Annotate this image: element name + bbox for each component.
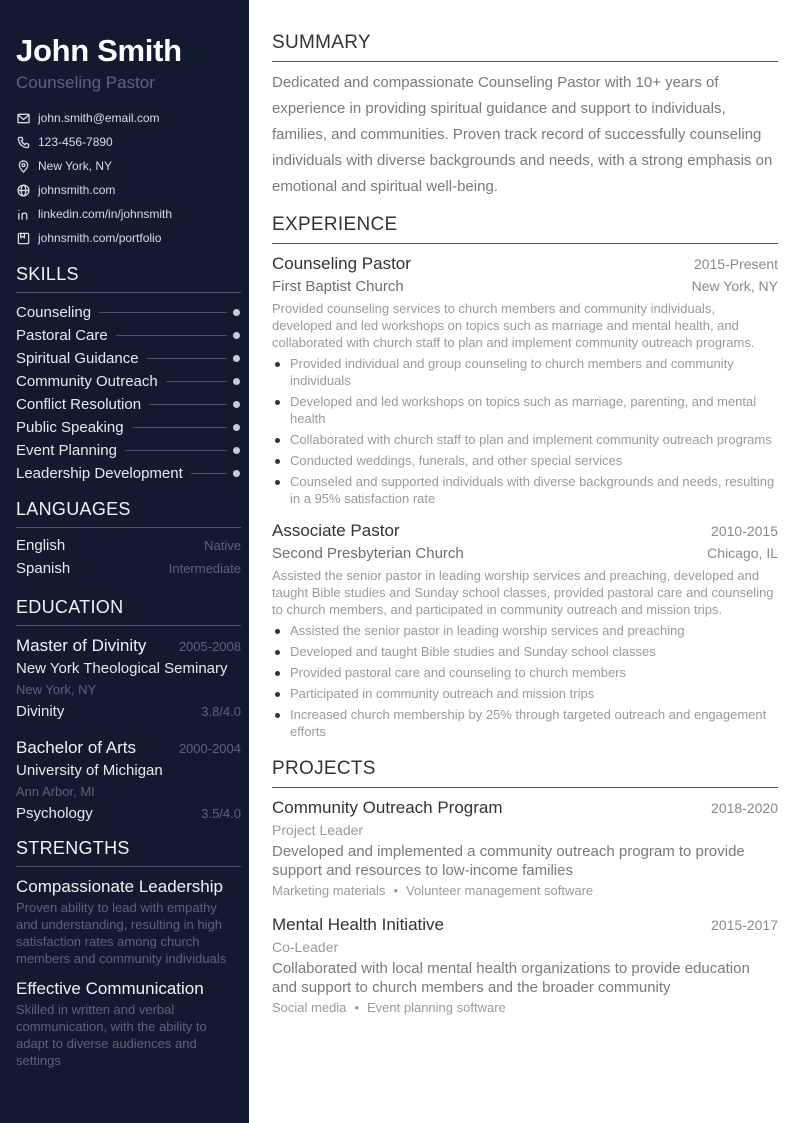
edu-degree: Master of Divinity [16, 636, 147, 655]
contact-email[interactable] [16, 106, 241, 130]
project-dates: 2018-2020 [711, 800, 778, 816]
summary-heading: SUMMARY [272, 32, 778, 62]
skill-label: Counseling [16, 304, 92, 321]
skills-section [16, 264, 241, 485]
sidebar [0, 0, 249, 1123]
language-level: Intermediate [168, 561, 241, 576]
edu-gpa: 3.8/4.0 [201, 704, 241, 719]
education-heading: EDUCATION [16, 597, 241, 626]
project-item [272, 913, 778, 1018]
skill-item [16, 462, 241, 485]
job-title: Associate Pastor [272, 521, 400, 540]
list-item: Collaborated with church staff to plan and implement community outreach programs [272, 431, 778, 448]
strength-desc: Skilled in written and verbal communication, with the ability to adapt to diverse audiences and settings [16, 1002, 207, 1068]
skill-line [116, 335, 227, 336]
phone-icon [16, 135, 30, 149]
tag-separator: • [354, 1000, 359, 1015]
tag-separator: • [393, 883, 398, 898]
skill-label: Conflict Resolution [16, 396, 142, 413]
contact-linkedin-text: linkedin.com/in/johnsmith [38, 207, 173, 221]
contact-website-text: johnsmith.com [38, 183, 116, 197]
project-tags [272, 881, 778, 901]
experience-item [272, 252, 778, 507]
job-title: Counseling Pastor [272, 254, 411, 273]
contact-portfolio[interactable] [16, 226, 241, 250]
candidate-role: Counseling Pastor [16, 73, 155, 92]
education-item [16, 634, 241, 724]
project-tag: Marketing materials [272, 883, 386, 898]
main-content [272, 32, 778, 1018]
project-tag: Social media [272, 1000, 347, 1015]
project-tag: Event planning software [367, 1000, 506, 1015]
skill-dot [233, 447, 240, 454]
skill-label: Pastoral Care [16, 327, 108, 344]
skill-item [16, 370, 241, 393]
skill-item [16, 393, 241, 416]
project-role: Co-Leader [272, 939, 339, 955]
list-item: Counseled and supported individuals with diverse backgrounds and needs, resulting in a 95% satisfaction rate [272, 473, 778, 507]
skill-label: Spiritual Guidance [16, 350, 139, 367]
language-item [16, 560, 241, 583]
project-dates: 2015-2017 [711, 917, 778, 933]
skill-item [16, 324, 241, 347]
contact-phone-text: 123-456-7890 [38, 135, 113, 149]
skill-dot [233, 309, 240, 316]
list-item: Increased church membership by 25% through targeted outreach and engagement efforts [272, 706, 778, 740]
edu-degree: Bachelor of Arts [16, 738, 137, 757]
education-item [16, 736, 241, 826]
list-item: Assisted the senior pastor in leading worship services and preaching [272, 622, 778, 639]
experience-heading: EXPERIENCE [272, 214, 778, 244]
project-description: Collaborated with local mental health organizations to provide education and support to church members and the broader community [272, 960, 750, 996]
skill-dot [233, 355, 240, 362]
edu-school: University of Michigan [16, 762, 163, 779]
project-role: Project Leader [272, 822, 364, 838]
summary-text: Dedicated and compassionate Counseling Pastor with 10+ years of experience in providing spiritual guidance and support to individuals, families, and communities. Proven track record of successfully counseling individuals with diverse backgrounds and needs, with a strong emphasis on emotional and spiritual well-being. [272, 74, 773, 195]
globe-icon [16, 183, 30, 197]
skill-dot [233, 332, 240, 339]
summary-section [272, 32, 778, 200]
skill-dot [233, 378, 240, 385]
list-item: Developed and taught Bible studies and Sunday school classes [272, 643, 778, 660]
list-item: Developed and led workshops on topics such as marriage, parenting, and mental health [272, 393, 778, 427]
skill-line [149, 404, 227, 405]
contact-location-text: New York, NY [38, 159, 113, 173]
skill-item [16, 439, 241, 462]
contact-linkedin[interactable] [16, 202, 241, 226]
languages-section [16, 499, 241, 583]
skill-label: Leadership Development [16, 465, 183, 482]
job-location: Chicago, IL [707, 545, 778, 561]
project-item [272, 796, 778, 901]
list-item: Provided pastoral care and counseling to church members [272, 664, 778, 681]
edu-location: Ann Arbor, MI [16, 784, 95, 799]
edu-field: Divinity [16, 703, 65, 720]
contact-website[interactable] [16, 178, 241, 202]
project-description: Developed and implemented a community outreach program to provide support and resources to low-income families [272, 843, 745, 879]
email-icon [16, 111, 30, 125]
job-dates: 2015-Present [693, 256, 778, 272]
job-description: Provided counseling services to church members and community individuals, developed and led workshops on topics such as marriage and mental health, and collaborated with church staff to plan and implement community outreach programs. [272, 301, 755, 350]
job-dates: 2010-2015 [711, 523, 778, 539]
strength-title: Effective Communication [16, 979, 204, 998]
skill-dot [233, 401, 240, 408]
contact-portfolio-text: johnsmith.com/portfolio [38, 231, 162, 245]
language-level: Native [204, 538, 241, 553]
linkedin-icon [16, 207, 30, 221]
skill-dot [233, 424, 240, 431]
job-description: Assisted the senior pastor in leading worship services and preaching, developed and taught Bible studies and Sunday school classes, provided pastoral care and counseling to church members, and participated in community outreach and mission trips. [272, 568, 774, 617]
edu-field: Psychology [16, 805, 93, 822]
strengths-section [16, 838, 241, 1069]
edu-school: New York Theological Seminary [16, 660, 228, 677]
skill-line [147, 358, 227, 359]
strength-item [16, 977, 241, 1069]
language-item [16, 537, 241, 560]
contact-location [16, 154, 241, 178]
language-name: English [16, 537, 66, 554]
edu-location: New York, NY [16, 682, 97, 697]
project-tags [272, 998, 778, 1018]
edu-dates: 2000-2004 [178, 741, 241, 756]
education-list [16, 634, 241, 826]
languages-heading: LANGUAGES [16, 499, 241, 528]
skill-dot [233, 470, 240, 477]
list-item: Participated in community outreach and mission trips [272, 685, 778, 702]
skill-line [99, 312, 227, 313]
job-location: New York, NY [691, 278, 778, 294]
skills-list [16, 301, 241, 485]
contact-email-text: john.smith@email.com [38, 111, 160, 125]
skills-heading: SKILLS [16, 264, 241, 293]
contact-phone[interactable] [16, 130, 241, 154]
skill-item [16, 416, 241, 439]
strength-desc: Proven ability to lead with empathy and understanding, resulting in high satisfaction rates among church members and community individuals [16, 900, 227, 966]
list-item: Provided individual and group counseling to church members and community individuals [272, 355, 778, 389]
skill-line [132, 427, 227, 428]
experience-section [272, 214, 778, 740]
strengths-heading: STRENGTHS [16, 838, 241, 867]
job-bullets [272, 355, 778, 507]
skill-line [191, 473, 227, 474]
projects-section [272, 758, 778, 1018]
skill-item [16, 347, 241, 370]
edu-dates: 2005-2008 [178, 639, 241, 654]
contact-list [16, 106, 241, 250]
strengths-list [16, 875, 241, 1069]
strength-item [16, 875, 241, 967]
experience-item [272, 519, 778, 740]
education-section [16, 597, 241, 826]
job-organization: Second Presbyterian Church [272, 545, 464, 562]
project-title: Mental Health Initiative [272, 915, 444, 934]
skill-label: Community Outreach [16, 373, 158, 390]
skill-item [16, 301, 241, 324]
skill-label: Event Planning [16, 442, 117, 459]
strength-title: Compassionate Leadership [16, 877, 223, 896]
skill-line [125, 450, 227, 451]
location-icon [16, 159, 30, 173]
job-organization: First Baptist Church [272, 278, 404, 295]
edu-gpa: 3.5/4.0 [201, 806, 241, 821]
skill-line [166, 381, 227, 382]
projects-heading: PROJECTS [272, 758, 778, 788]
job-bullets [272, 622, 778, 740]
skill-label: Public Speaking [16, 419, 124, 436]
languages-list [16, 537, 241, 583]
project-title: Community Outreach Program [272, 798, 503, 817]
project-tag: Volunteer management software [406, 883, 594, 898]
candidate-name: John Smith [16, 33, 182, 68]
portfolio-icon [16, 231, 30, 245]
list-item: Conducted weddings, funerals, and other special services [272, 452, 778, 469]
language-name: Spanish [16, 560, 71, 577]
